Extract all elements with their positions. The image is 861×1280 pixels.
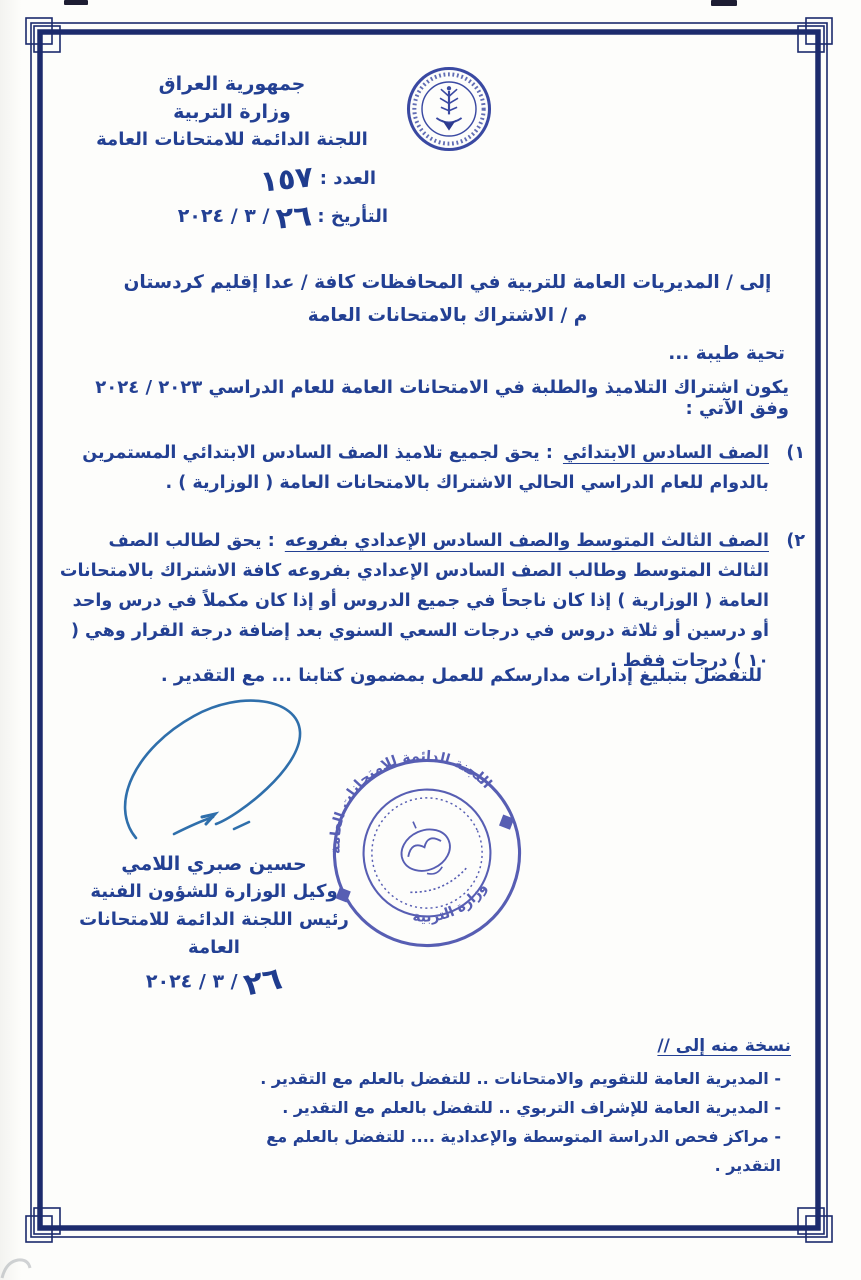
item-heading: الصف السادس الابتدائي [562,442,769,463]
copy-to-block [211,1036,791,1180]
country-name: جمهورية العراق [158,73,306,95]
handwritten-signature-day: ٢٦ [240,960,286,1004]
item-third-intermediate-sixth-preparatory [52,526,805,676]
copy-to-heading: نسخة منه إلى // [657,1036,791,1056]
copy-to-item: - مراكز فحص الدراسة المتوسطة والإعدادية .... للتفضل بالعلم مع التقدير . [266,1127,781,1175]
closing-line: للتفضل بتبليغ إدارات مدارسكم للعمل بمضمون كتابنا ... مع التقدير . [160,665,763,686]
signatory-title-1: وكيل الوزارة للشؤون الفنية [90,881,338,902]
greeting-line: تحية طيبة ... [668,343,785,364]
addressee-block [100,270,795,326]
item-heading: الصف الثالث المتوسط والصف السادس الإعدادي بفروعه [284,530,769,551]
item-sixth-primary [52,438,805,498]
letter-date-row [62,200,402,234]
to-line: إلى / المديريات العامة للتربية في المحافظات كافة / عدا إقليم كردستان [123,272,772,293]
handwritten-signature [116,696,336,858]
signature-date-row [64,960,364,1004]
intro-line: يكون اشتراك التلاميذ والطلبة في الامتحانات العامة للعام الدراسي ٢٠٢٣ / ٢٠٢٤ وفق الآتي : [95,377,789,419]
scan-artifact-mark [711,0,737,6]
subject-line: م / الاشتراك بالامتحانات العامة [307,305,588,326]
ministry-of-education-emblem-icon [404,64,494,154]
handwritten-date-day: ٢٦ [274,198,313,236]
corner-watermark [0,1246,40,1280]
committee-name: اللجنة الدائمة للامتحانات العامة [96,129,368,150]
scan-artifact-mark [64,0,88,5]
item-number: ٢) [786,530,805,551]
date-label: التأريخ : [317,206,388,227]
signature-date-month-year: / ٣ / ٢٠٢٤ [145,970,238,993]
handwritten-letter-number: ١٥٧ [258,159,316,199]
copy-to-item: - المديرية العامة للتقويم والامتحانات .. للتفضل بالعلم مع التقدير . [260,1069,781,1088]
stamp-ring-text: اللجنة الدائمة للامتحانات العامة [327,748,495,855]
ministry-name: وزارة التربية [173,101,291,123]
svg-text:اللجنة الدائمة للامتحانات العا [323,748,497,860]
item-number: ١) [786,442,805,463]
item-text: : يحق لطالب الصف الثالث المتوسط وطالب الصف السادس الإعدادي بفروعه كافة الاشتراك بالامتحانات العامة ( الوزارية ) إذا كان ناجحاً في جميع الدروس أو إذا كان مكملاً في درس واحد أو درسين أو ثلاثة دروس في درجات السعي السنوي بعد إضافة درجة القرار وهي ( ١٠ ) درجات فقط . [59,530,769,671]
number-label: العدد : [319,168,376,189]
signatory-title-2: رئيس اللجنة الدائمة للامتحانات العامة [79,909,349,958]
letterhead-block [62,70,402,234]
date-month-year: / ٣ / ٢٠٢٤ [177,205,270,227]
copy-to-item: - المديرية العامة للإشراف التربوي .. للتفضل بالعلم مع التقدير . [282,1098,781,1117]
body-items [52,420,805,704]
signatory-name: حسين صبري اللامي [121,853,307,875]
item-text: : يحق لجميع تلاميذ الصف السادس الابتدائي المستمرين بالدوام للعام الدراسي الحالي الاشتراك بالامتحانات العامة ( الوزارية ) . [82,442,769,493]
letter-number-row [62,159,402,200]
signatory-block [64,850,364,1004]
stamp-bottom-text: وزارة التربية [411,880,491,926]
